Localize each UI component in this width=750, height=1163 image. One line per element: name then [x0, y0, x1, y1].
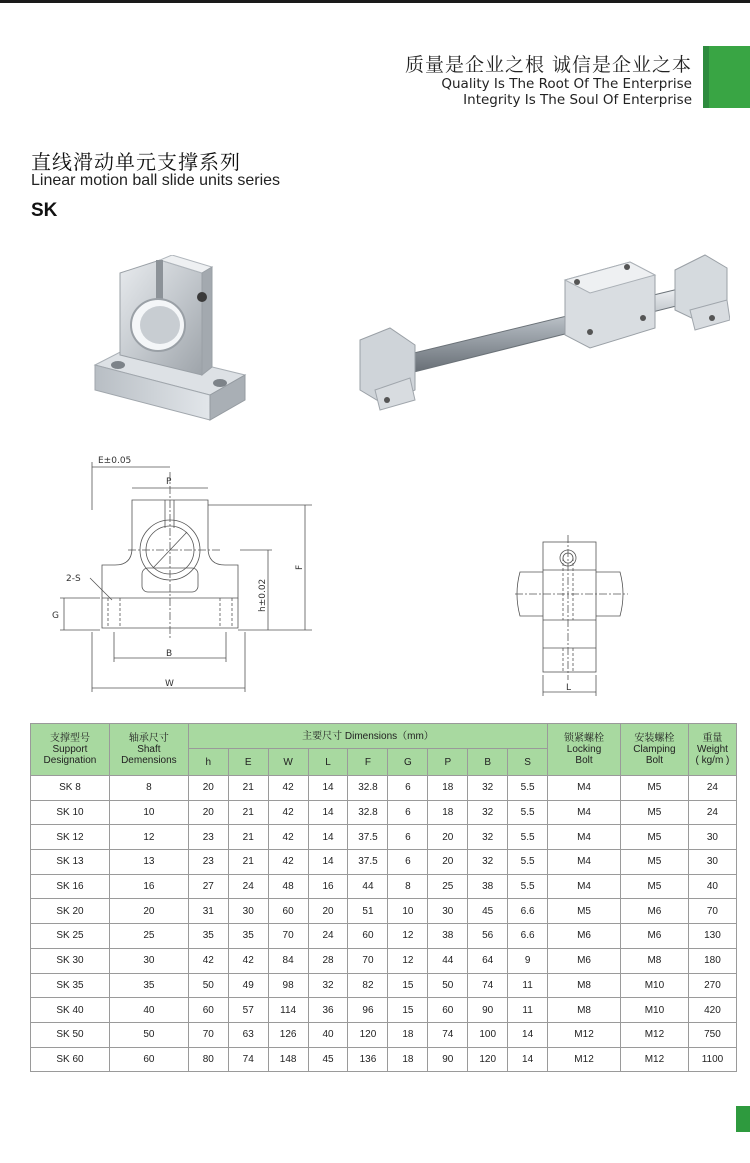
table-cell: 16 [308, 874, 348, 899]
table-cell: 12 [388, 924, 428, 949]
subheader-e: E [228, 749, 268, 776]
table-cell: 70 [268, 924, 308, 949]
series-code: SK [31, 200, 58, 221]
table-cell: 56 [468, 924, 508, 949]
table-cell: 6.6 [508, 899, 548, 924]
table-cell: SK 10 [31, 800, 110, 825]
table-cell: 31 [188, 899, 228, 924]
table-cell: M10 [620, 973, 688, 998]
table-cell: 74 [228, 1047, 268, 1072]
table-cell: 6 [388, 800, 428, 825]
table-cell: SK 25 [31, 924, 110, 949]
table-cell: 25 [109, 924, 188, 949]
table-cell: 70 [188, 1022, 228, 1047]
header-weight: 重量 Weight ( kg/m ) [688, 724, 736, 776]
table-row [31, 948, 737, 973]
table-cell: M10 [620, 998, 688, 1023]
table-cell: SK 8 [31, 776, 110, 801]
table-cell: 32 [468, 800, 508, 825]
table-cell: 57 [228, 998, 268, 1023]
table-cell: 90 [428, 1047, 468, 1072]
table-cell: 60 [188, 998, 228, 1023]
table-cell: M6 [548, 948, 621, 973]
table-cell: 74 [428, 1022, 468, 1047]
table-cell: 114 [268, 998, 308, 1023]
label-p: P [166, 477, 172, 487]
table-cell: 10 [109, 800, 188, 825]
table-cell: 40 [688, 874, 736, 899]
table-cell: 5.5 [508, 776, 548, 801]
table-cell: 42 [268, 825, 308, 850]
table-cell: 13 [109, 850, 188, 875]
table-cell: 120 [348, 1022, 388, 1047]
table-cell: 23 [188, 850, 228, 875]
table-cell: SK 35 [31, 973, 110, 998]
label-l: L [566, 683, 572, 693]
table-cell: 70 [688, 899, 736, 924]
table-cell: M12 [620, 1022, 688, 1047]
table-cell: 74 [468, 973, 508, 998]
table-cell: SK 60 [31, 1047, 110, 1072]
label-f: F [295, 564, 305, 570]
slogan-english-quality: Quality Is The Root Of The Enterprise [441, 76, 692, 92]
table-cell: SK 40 [31, 998, 110, 1023]
table-cell: 21 [228, 800, 268, 825]
table-cell: 64 [468, 948, 508, 973]
subheader-s: S [508, 749, 548, 776]
table-cell: 42 [268, 850, 308, 875]
table-cell: 5.5 [508, 874, 548, 899]
table-cell: 32 [468, 825, 508, 850]
table-cell: M4 [548, 800, 621, 825]
table-cell: 12 [388, 948, 428, 973]
table-cell: 18 [428, 776, 468, 801]
page-title-chinese: 直线滑动单元支撑系列 [31, 150, 241, 174]
subheader-l: L [308, 749, 348, 776]
table-cell: 50 [109, 1022, 188, 1047]
table-cell: 51 [348, 899, 388, 924]
table-cell: SK 20 [31, 899, 110, 924]
page-title-english: Linear motion ball slide units series [31, 172, 281, 189]
table-row [31, 850, 737, 875]
table-cell: 60 [428, 998, 468, 1023]
table-cell: M8 [620, 948, 688, 973]
table-cell: 32.8 [348, 800, 388, 825]
table-cell: M4 [548, 825, 621, 850]
table-cell: 5.5 [508, 825, 548, 850]
table-cell: 750 [688, 1022, 736, 1047]
table-cell: 50 [188, 973, 228, 998]
table-cell: 37.5 [348, 825, 388, 850]
table-cell: 80 [188, 1047, 228, 1072]
table-cell: 130 [688, 924, 736, 949]
table-cell: 42 [188, 948, 228, 973]
table-row [31, 973, 737, 998]
table-cell: 12 [109, 825, 188, 850]
table-cell: 98 [268, 973, 308, 998]
header-dimensions: 主要尺寸 Dimensions（mm） [188, 724, 547, 749]
table-cell: 40 [308, 1022, 348, 1047]
header-clamping-bolt: 安装螺栓 Clamping Bolt [620, 724, 688, 776]
label-2s: 2-S [66, 574, 81, 584]
table-cell: 6.6 [508, 924, 548, 949]
table-cell: 25 [428, 874, 468, 899]
spec-table [30, 723, 737, 1072]
table-cell: 24 [688, 776, 736, 801]
table-cell: M4 [548, 850, 621, 875]
table-cell: 23 [188, 825, 228, 850]
table-cell: 20 [109, 899, 188, 924]
top-rule [0, 0, 750, 3]
table-cell: 15 [388, 973, 428, 998]
table-cell: M6 [620, 924, 688, 949]
table-cell: 15 [388, 998, 428, 1023]
table-cell: M5 [620, 800, 688, 825]
table-cell: 37.5 [348, 850, 388, 875]
table-cell: M5 [620, 874, 688, 899]
table-cell: 14 [308, 776, 348, 801]
green-accent-block [703, 46, 750, 108]
table-cell: 32.8 [348, 776, 388, 801]
table-cell: 20 [428, 850, 468, 875]
table-row [31, 825, 737, 850]
subheader-f: F [348, 749, 388, 776]
table-cell: 16 [109, 874, 188, 899]
table-cell: 18 [428, 800, 468, 825]
table-cell: 100 [468, 1022, 508, 1047]
table-cell: 24 [688, 800, 736, 825]
table-cell: 42 [268, 800, 308, 825]
header-shaft: 轴承尺寸 Shaft Demensions [109, 724, 188, 776]
table-cell: 24 [308, 924, 348, 949]
table-cell: M5 [620, 850, 688, 875]
table-cell: 6 [388, 776, 428, 801]
table-cell: 9 [508, 948, 548, 973]
table-cell: 32 [308, 973, 348, 998]
table-cell: 1100 [688, 1047, 736, 1072]
table-cell: 42 [268, 776, 308, 801]
table-cell: 136 [348, 1047, 388, 1072]
table-cell: M5 [548, 899, 621, 924]
table-cell: 21 [228, 776, 268, 801]
label-e: E±0.05 [98, 456, 132, 466]
table-cell: 18 [388, 1022, 428, 1047]
table-cell: 8 [109, 776, 188, 801]
table-cell: 270 [688, 973, 736, 998]
table-cell: 21 [228, 850, 268, 875]
table-cell: 14 [308, 800, 348, 825]
table-cell: 27 [188, 874, 228, 899]
spec-table-body [31, 776, 737, 1072]
table-cell: 48 [268, 874, 308, 899]
table-row [31, 874, 737, 899]
table-cell: 60 [268, 899, 308, 924]
table-cell: 18 [388, 1047, 428, 1072]
table-cell: 32 [468, 776, 508, 801]
table-cell: 60 [348, 924, 388, 949]
table-cell: SK 12 [31, 825, 110, 850]
label-w: W [165, 679, 174, 689]
table-cell: 50 [428, 973, 468, 998]
table-cell: SK 50 [31, 1022, 110, 1047]
table-cell: 10 [388, 899, 428, 924]
table-cell: 45 [468, 899, 508, 924]
table-cell: 180 [688, 948, 736, 973]
table-cell: 60 [109, 1047, 188, 1072]
table-cell: 35 [188, 924, 228, 949]
table-cell: 30 [228, 899, 268, 924]
table-cell: 28 [308, 948, 348, 973]
header-support: 支撑型号 Support Designation [31, 724, 110, 776]
table-cell: M4 [548, 776, 621, 801]
table-cell: 82 [348, 973, 388, 998]
table-cell: 6 [388, 850, 428, 875]
sk-support-photo [90, 255, 250, 425]
table-cell: 148 [268, 1047, 308, 1072]
table-cell: SK 30 [31, 948, 110, 973]
table-cell: 6 [388, 825, 428, 850]
table-cell: M12 [548, 1047, 621, 1072]
table-cell: 30 [428, 899, 468, 924]
table-cell: M6 [620, 899, 688, 924]
table-cell: 11 [508, 998, 548, 1023]
table-row [31, 800, 737, 825]
side-view-drawing [510, 530, 635, 700]
table-cell: M8 [548, 973, 621, 998]
table-row [31, 899, 737, 924]
table-row [31, 998, 737, 1023]
table-row [31, 776, 737, 801]
rail-assembly-photo [355, 250, 730, 415]
table-cell: 30 [109, 948, 188, 973]
table-cell: M4 [548, 874, 621, 899]
table-cell: 38 [428, 924, 468, 949]
table-row [31, 1047, 737, 1072]
table-cell: 20 [188, 776, 228, 801]
table-cell: SK 13 [31, 850, 110, 875]
label-g: G [52, 611, 59, 621]
label-h: h±0.02 [258, 578, 268, 612]
table-cell: 11 [508, 973, 548, 998]
table-cell: 44 [428, 948, 468, 973]
table-cell: 35 [109, 973, 188, 998]
table-cell: 5.5 [508, 850, 548, 875]
header-locking-bolt: 锁紧螺栓 Locking Bolt [548, 724, 621, 776]
table-cell: 35 [228, 924, 268, 949]
table-cell: 36 [308, 998, 348, 1023]
table-cell: 40 [109, 998, 188, 1023]
table-cell: 90 [468, 998, 508, 1023]
table-cell: 30 [688, 825, 736, 850]
table-cell: 38 [468, 874, 508, 899]
table-cell: 14 [308, 850, 348, 875]
subheader-p: P [428, 749, 468, 776]
label-b: B [166, 649, 173, 659]
subheader-g: G [388, 749, 428, 776]
table-cell: 126 [268, 1022, 308, 1047]
table-cell: M12 [548, 1022, 621, 1047]
subheader-w: W [268, 749, 308, 776]
table-cell: M12 [620, 1047, 688, 1072]
table-cell: 14 [508, 1022, 548, 1047]
table-cell: 63 [228, 1022, 268, 1047]
table-cell: 30 [688, 850, 736, 875]
table-cell: 84 [268, 948, 308, 973]
table-cell: 44 [348, 874, 388, 899]
front-view-drawing [50, 450, 330, 700]
table-cell: 420 [688, 998, 736, 1023]
table-cell: 5.5 [508, 800, 548, 825]
table-cell: 96 [348, 998, 388, 1023]
page-number-tab [736, 1106, 750, 1132]
table-cell: 14 [508, 1047, 548, 1072]
table-cell: M5 [620, 776, 688, 801]
table-cell: M5 [620, 825, 688, 850]
subheader-b: B [468, 749, 508, 776]
slogan-chinese: 质量是企业之根 诚信是企业之本 [404, 54, 692, 76]
slogan-english-integrity: Integrity Is The Soul Of Enterprise [463, 92, 692, 108]
subheader-h: h [188, 749, 228, 776]
table-cell: 14 [308, 825, 348, 850]
table-cell: 42 [228, 948, 268, 973]
table-cell: 32 [468, 850, 508, 875]
table-cell: 8 [388, 874, 428, 899]
table-cell: 20 [428, 825, 468, 850]
table-row [31, 924, 737, 949]
table-cell: 24 [228, 874, 268, 899]
table-cell: 70 [348, 948, 388, 973]
table-cell: 120 [468, 1047, 508, 1072]
table-cell: M6 [548, 924, 621, 949]
table-cell: 45 [308, 1047, 348, 1072]
table-row [31, 1022, 737, 1047]
table-cell: 20 [308, 899, 348, 924]
table-cell: 21 [228, 825, 268, 850]
table-cell: M8 [548, 998, 621, 1023]
table-cell: 49 [228, 973, 268, 998]
table-cell: 20 [188, 800, 228, 825]
table-cell: SK 16 [31, 874, 110, 899]
